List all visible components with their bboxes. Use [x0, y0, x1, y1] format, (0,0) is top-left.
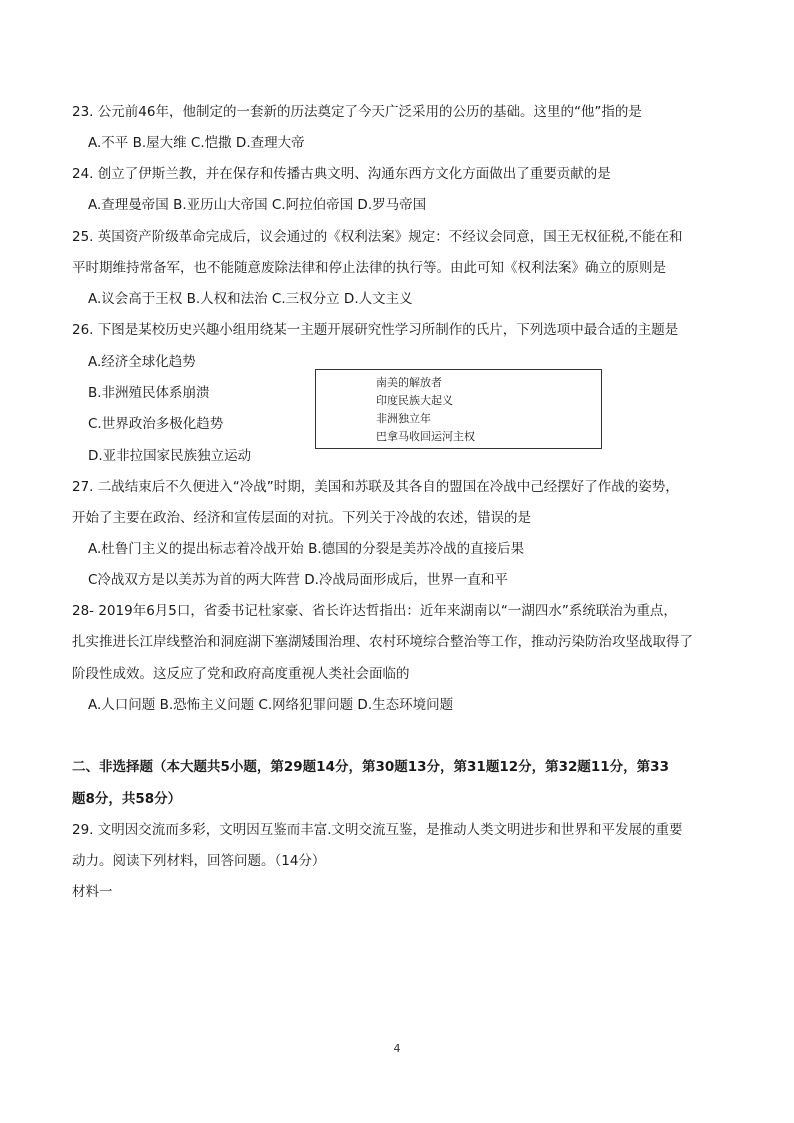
question-27-stem-line2: 开始了主要在政治、经济和宣传层面的对抗。下列关于冷战的农述，错误的是	[72, 510, 531, 526]
question-23-options: A.不平 B.屋大维 C.恺撒 D.查理大帝	[88, 135, 305, 151]
section-2-title-line1: 二、非选择题（本大题共5小题，第29题14分，第30题13分，第31题12分，第32题11分，第33	[72, 759, 669, 775]
question-27-options-line2: C冷战双方是以美苏为首的两大阵营 D.冷战局面形成后，世界一直和平	[88, 572, 508, 588]
question-27-stem-line1: 27. 二战结束后不久便进入“冷战”时期，美国和苏联及其各自的盟国在冷战中己经摆好了作战的姿势，	[72, 479, 679, 495]
card-item: 印度民族大起义	[376, 394, 453, 407]
question-26-card	[315, 369, 602, 449]
question-28-stem-line1: 28- 2019年6月5口，省委书记杜家豪、省长许达哲指出：近年来湖南以“一湖四水”系统联治为重点，	[72, 603, 677, 619]
card-item: 南美的解放者	[376, 376, 442, 389]
question-25-options: A.议会高于王权 B.人权和法治 C.三权分立 D.人文主义	[88, 291, 413, 307]
question-29-stem-line2: 动力。阅读下列材料，回答问题。（14分）	[72, 853, 326, 869]
question-26-option-a: A.经济全球化趋势	[88, 354, 196, 370]
question-26-option-c: C.世界政治多极化趋势	[88, 416, 224, 432]
question-24-options: A.查理曼帝国 B.亚历山大帝国 C.阿拉伯帝国 D.罗马帝国	[88, 197, 427, 213]
question-28-stem-line2: 扎实推进长江岸线整治和洞庭湖下塞湖矮围治理、农村环境综合整治等工作，推动污染防治攻坚战取得了	[72, 634, 693, 650]
question-29-stem-line1: 29. 文明因交流而多彩，文明因互鉴而丰富.文明交流互鉴，是推动人类文明进步和世界和平发展的重要	[72, 822, 683, 838]
section-2-title-line2: 题8分，共58分）	[72, 791, 182, 807]
question-24-stem: 24. 创立了伊斯兰教，并在保存和传播古典文明、沟通东西方文化方面做出了重要贡献的是	[72, 166, 611, 182]
question-28-options: A.人口问题 B.恐怖主义问题 C.网络犯罪问题 D.生态环境问题	[88, 697, 454, 713]
question-28-stem-line3: 阶段性成效。这反应了党和政府高度重视人类社会面临的	[72, 666, 410, 682]
page-number: 4	[393, 1042, 401, 1055]
material-label: 材料一	[72, 884, 113, 900]
question-25-stem-line2: 平时期维持常备军，也不能随意废除法律和停止法律的执行等。由此可知《权利法案》确立的原则是	[72, 260, 666, 276]
question-26-stem: 26. 下图是某校历史兴趣小组用绕某一主题开展研究性学习所制作的氏片，下列选项中最合适的主题是	[72, 322, 679, 338]
question-27-options-line1: A.杜鲁门主义的提出标志着冷战开始 B.德国的分裂是美苏冷战的直接后果	[88, 541, 525, 557]
question-23-stem: 23. 公元前46年，他制定的一套新的历法奠定了今天广泛采用的公历的基础。这里的“他”指的是	[72, 104, 642, 120]
card-item: 非洲独立年	[376, 412, 431, 425]
question-25-stem-line1: 25. 英国资产阶级革命完成后，议会通过的《权利法案》规定：不经议会同意，国王无权征税,不能在和	[72, 229, 683, 245]
question-26-option-d: D.亚非拉国家民族独立运动	[88, 448, 252, 464]
question-26-option-b: B.非洲殖民体系崩溃	[88, 385, 210, 401]
card-item: 巴拿马收回运河主权	[376, 430, 475, 443]
